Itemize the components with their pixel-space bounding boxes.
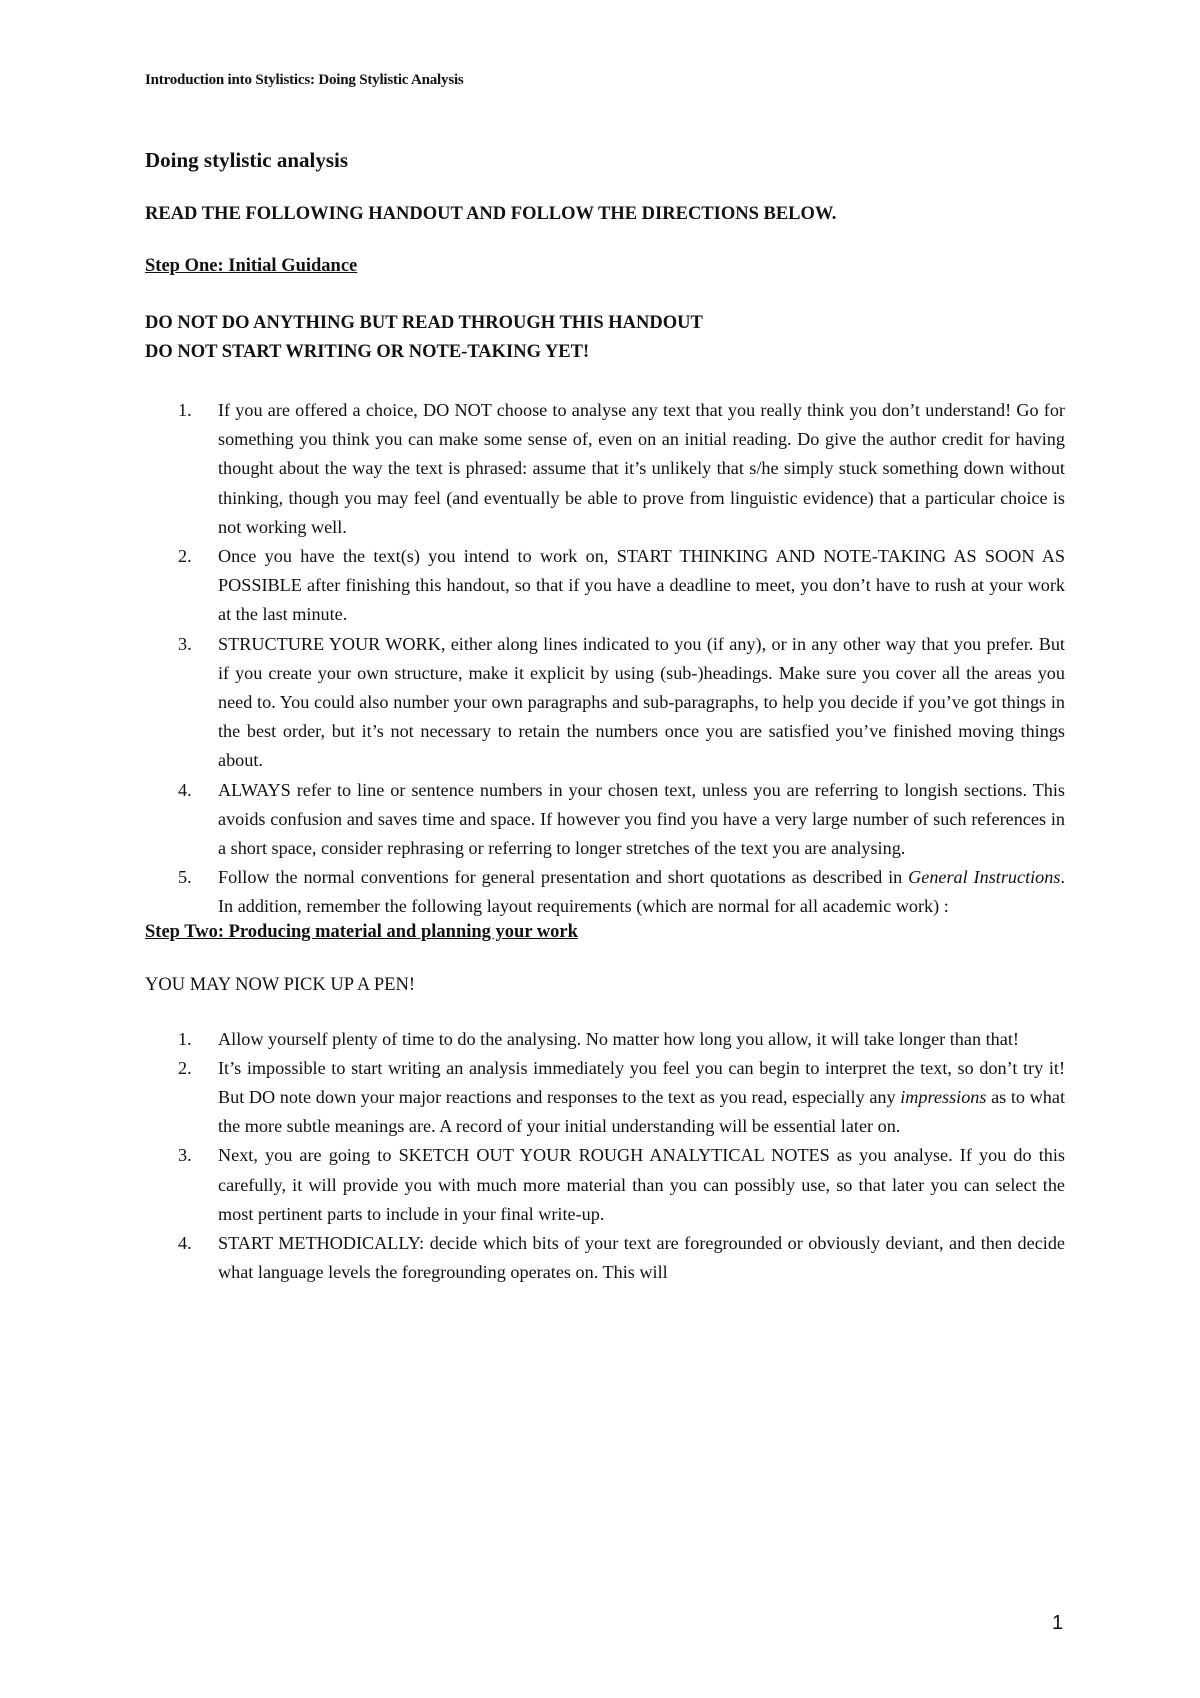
item-text: . In addition, remember the following layout requirements (which are normal for all academic work) : bbox=[218, 867, 1065, 917]
item-text: as to what the more subtle meanings are. A record of your initial understanding will be essential later on. bbox=[218, 1087, 1066, 1137]
list-item bbox=[145, 863, 1065, 921]
document-title: Doing stylistic analysis bbox=[145, 148, 349, 172]
item-text: Next, you are going to SKETCH OUT YOUR ROUGH ANALYTICAL NOTES as you analyse. If you do this carefully, it will provide you with much more material than you can possibly use, so that later you can select the most pertinent parts to include in your final write-up. bbox=[218, 1145, 1065, 1224]
list-item bbox=[145, 630, 1065, 776]
list-item bbox=[145, 542, 1065, 630]
page-number: 1 bbox=[1052, 1612, 1064, 1634]
item-italic-text: impressions bbox=[900, 1087, 987, 1108]
running-header: Introduction into Stylistics: Doing Stylistic Analysis bbox=[145, 72, 464, 88]
item-number: 2. bbox=[178, 1057, 192, 1078]
item-number: 4. bbox=[178, 779, 192, 800]
item-number: 2. bbox=[178, 546, 192, 567]
item-number: 1. bbox=[178, 400, 192, 420]
step-two-intro: YOU MAY NOW PICK UP A PEN! bbox=[145, 974, 416, 995]
item-number: 1. bbox=[178, 1028, 192, 1049]
item-text: Once you have the text(s) you intend to work on, START THINKING AND NOTE-TAKING AS SOON AS POSSIBLE after finishing this handout, so that if you have a deadline to meet, you don’t have to rush at your work at the last minute. bbox=[218, 546, 1065, 625]
item-number: 4. bbox=[178, 1233, 192, 1254]
item-number: 3. bbox=[178, 1145, 192, 1166]
list-item bbox=[145, 396, 1065, 542]
item-text: Allow yourself plenty of time to do the analysing. No matter how long you allow, it will take longer than that! bbox=[218, 1028, 1019, 1049]
step-one-list bbox=[145, 396, 1065, 922]
item-text: STRUCTURE YOUR WORK, either along lines indicated to you (if any), or in any other way that you prefer. But if you create your own structure, make it explicit by using (sub-)headings. Make sure you cover all the areas you need to. You could also number your own paragraphs and sub-paragraphs, to help you decide if you’ve got things in the best order, but it’s not necessary to retain the numbers once you are satisfied you’ve finished moving things about. bbox=[218, 633, 1065, 771]
list-item bbox=[145, 1054, 1065, 1142]
item-text: Follow the normal conventions for general presentation and short quotations as described in bbox=[218, 867, 909, 888]
list-item bbox=[145, 1025, 1065, 1054]
item-text: START METHODICALLY: decide which bits of your text are foregrounded or obviously deviant, and then decide what language levels the foregrounding operates on. This will bbox=[218, 1233, 1065, 1283]
step-one-heading: Step One: Initial Guidance bbox=[145, 256, 358, 276]
step-two-heading: Step Two: Producing material and planning your work bbox=[145, 921, 578, 942]
item-text: If you are offered a choice, DO NOT choose to analyse any text that you really think you don’t understand! Go for something you think you can make some sense of, even on an initial reading. Do give the author credit for having thought about the way the text is phrased: assume that it’s unlikely that s/he simply stuck something down without thinking, though you may feel (and eventually be able to prove from linguistic evidence) that a particular choice is not working well. bbox=[218, 400, 1065, 537]
list-item bbox=[145, 776, 1065, 864]
item-text: It’s impossible to start writing an analysis immediately you feel you can begin to interpret the text, so don’t try it! But DO note down your major reactions and responses to the text as you read, especially any bbox=[218, 1057, 1065, 1108]
item-text: ALWAYS refer to line or sentence numbers in your chosen text, unless you are referring to longish sections. This avoids confusion and saves time and space. If however you find you have a very large number of such references in a short space, consider rephrasing or referring to longer stretches of the text you are analysing. bbox=[218, 779, 1065, 859]
document-body bbox=[145, 148, 1065, 1287]
warning-line: DO NOT START WRITING OR NOTE-TAKING YET! bbox=[145, 342, 590, 362]
item-number: 5. bbox=[178, 867, 192, 888]
item-italic-text: General Instructions bbox=[908, 867, 1061, 888]
step-two-list bbox=[145, 1025, 1065, 1288]
warning-line: DO NOT DO ANYTHING BUT READ THROUGH THIS HANDOUT bbox=[145, 313, 703, 333]
directive-text: READ THE FOLLOWING HANDOUT AND FOLLOW THE DIRECTIONS BELOW. bbox=[145, 204, 837, 224]
list-item bbox=[145, 1229, 1065, 1287]
warning-block bbox=[145, 309, 1065, 367]
list-item bbox=[145, 1141, 1065, 1229]
item-number: 3. bbox=[178, 633, 192, 654]
